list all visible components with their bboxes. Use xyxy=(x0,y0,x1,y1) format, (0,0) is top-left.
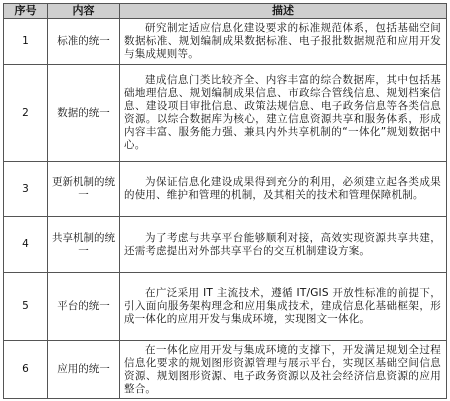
row-description: 为保证信息化建设成果得到充分的利用，必须建立起各类成果的使用、维护和管理的机制，及其相关的技术和管理保障机制。 xyxy=(120,162,447,217)
row-description: 在一体化应用开发与集成环境的支撑下，开发满足规划全过程信息化要求的规划图形资源管理与展示平台，实现区基础空间信息资源、规划图形资源、电子政务资源以及社会经济信息资源的应用整合。 xyxy=(120,341,447,399)
row-number: 2 xyxy=(4,65,48,162)
row-title: 共享机制的统一 xyxy=(48,217,120,273)
row-description: 在广泛采用 IT 主流技术，遵循 IT/GIS 开放性标准的前提下，引入面向服务架构理念和应用集成技术，建成信息化基础框架，形成一体化的应用开发与集成环境，实现图文一体化。 xyxy=(120,273,447,341)
header-row xyxy=(4,4,447,19)
row-title: 平台的统一 xyxy=(48,273,120,341)
row-description: 为了考虑与共享平台能够顺利对接，高效实现资源共享共建，还需考虑提出对外部共享平台的交互机制建设方案。 xyxy=(120,217,447,273)
table-row xyxy=(4,341,447,399)
header-description: 描述 xyxy=(120,4,447,19)
header-no: 序号 xyxy=(4,4,48,19)
row-title: 标准的统一 xyxy=(48,19,120,65)
row-description: 建成信息门类比较齐全、内容丰富的综合数据库，其中包括基础地理信息、规划编制成果信息、市政综合管线信息、规划档案信息、建设项目审批信息、政策法规信息、电子政务信息等各类信息资源。以综合数据库为核心，建立信息资源共享和服务体系，形成内容丰富、服务能力强、兼具内外共享机制的“一体化”规划数据中心。 xyxy=(120,65,447,162)
table-row xyxy=(4,19,447,65)
table-header xyxy=(4,4,447,19)
table-row xyxy=(4,65,447,162)
row-number: 1 xyxy=(4,19,48,65)
row-title: 应用的统一 xyxy=(48,341,120,399)
table-row xyxy=(4,217,447,273)
row-number: 5 xyxy=(4,273,48,341)
row-title: 数据的统一 xyxy=(48,65,120,162)
header-content: 内容 xyxy=(48,4,120,19)
row-number: 3 xyxy=(4,162,48,217)
table-body xyxy=(4,19,447,399)
row-title: 更新机制的统一 xyxy=(48,162,120,217)
unification-table xyxy=(3,3,447,399)
table-row xyxy=(4,273,447,341)
row-number: 4 xyxy=(4,217,48,273)
row-description: 研究制定适应信息化建设要求的标准规范体系，包括基础空间数据标准、规划编制成果数据标准、电子报批数据规范和应用开发与集成规则等。 xyxy=(120,19,447,65)
table-row xyxy=(4,162,447,217)
row-number: 6 xyxy=(4,341,48,399)
